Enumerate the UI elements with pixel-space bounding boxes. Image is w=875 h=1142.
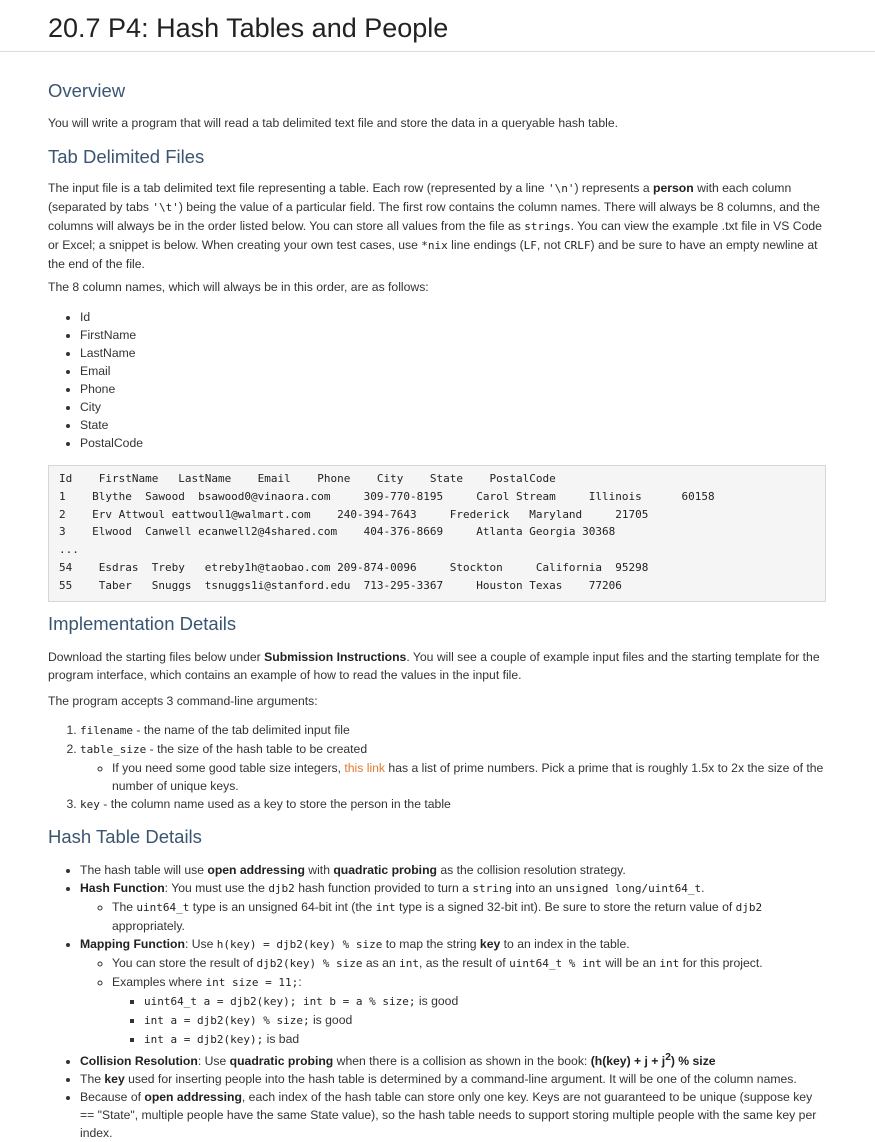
list-item: • Because of open addressing, each index of the hash table can store only one key. Keys are not guaranteed to be unique (suppose key == "State", multiple people have the same State value), so the hash table needs to support storing multiple people with the same key per index. <box>80 1088 827 1142</box>
list-item: • Id <box>80 308 827 326</box>
columns-intro: The 8 column names, which will always be in this order, are as follows: <box>48 280 429 294</box>
list-item: 3. key - the column name used as a key to store the person in the table <box>80 795 827 814</box>
list-item: • Collision Resolution: Use quadratic probing when there is a collision as shown in the book: $(h(key) + j + j^2)$ % size <box>80 1049 827 1070</box>
tab-files-heading: Tab Delimited Files <box>48 146 205 167</box>
overview-heading: Overview <box>48 80 126 101</box>
list-item: ◦ The uint64_t type is an unsigned 64-bit int (the int type is a signed 32-bit int). Be sure to store the return value of djb2 appropriately. <box>112 898 827 935</box>
code-line: 2 Erv Attwoul eattwoul1@walmart.com 240-394-7643 Frederick Maryland 21705 <box>59 507 649 521</box>
hash-table-heading: Hash Table Details <box>48 826 202 847</box>
list-item: • Mapping Function: Use h(key) = djb2(key) % size to map the string key to an index in the table. ◦ You can store the result of djb2(key) % size as an int, as the result of uint64_t % int will be an int for this project. ◦ Examples where int size = 11;: ▪ uint64_t a = djb2(key); int b = a % size; is good ▪ int a = djb2(key) % size; is good ▪ int a = djb2(key); is bad <box>80 935 827 1049</box>
code-line: ... <box>59 543 79 557</box>
code-snippet <box>48 465 826 602</box>
list-item: • FirstName <box>80 326 827 344</box>
list-item: • Phone <box>80 380 827 398</box>
list-item: • Email <box>80 362 827 380</box>
list-item: ◦ If you need some good table size integers, this link has a list of prime numbers. Pick a prime that is roughly 1.5x to 2x the size of the number of unique keys. <box>112 759 827 795</box>
list-item: ◦ Examples where int size = 11;: ▪ uint64_t a = djb2(key); int b = a % size; is good ▪ int a = djb2(key) % size; is good ▪ int a = djb2(key); is bad <box>112 973 827 1049</box>
tab-files-paragraph: The input file is a tab delimited text file representing a table. Each row (represented by a line '\n') represents a person with each column (separated by tabs '\t') being the value of a particular field. The first row contains the column names. There will always be 8 columns, and the columns will always be in the order listed below. You can store all values from the file as strings. You can view the example .txt file in VS Code or Excel; a snippet is below. When creating your own test cases, use *nix line endings (LF, not CRLF) and be sure to have an empty newline at the end of the file. <box>48 181 822 271</box>
example-list <box>112 992 827 1049</box>
list-item: ▪ int a = djb2(key); is bad <box>144 1030 827 1049</box>
argument-list <box>48 721 827 814</box>
implementation-heading: Implementation Details <box>48 613 237 634</box>
list-item: • PostalCode <box>80 434 827 452</box>
code-line: 3 Elwood Canwell ecanwell2@4shared.com 404-376-8669 Atlanta Georgia 30368 <box>59 525 616 539</box>
list-item: • The key used for inserting people into the hash table is determined by a command-line argument. It will be one of the column names. <box>80 1070 827 1088</box>
list-item: • City <box>80 398 827 416</box>
list-item: • The hash table will use open addressing with quadratic probing as the collision resolution strategy. <box>80 861 827 879</box>
list-item: • State <box>80 416 827 434</box>
sub-list <box>80 954 827 1049</box>
code-line: 54 Esdras Treby etreby1h@taobao.com 209-874-0096 Stockton California 95298 <box>59 560 649 574</box>
page-title: 20.7 P4: Hash Tables and People <box>0 0 875 52</box>
list-item: ▪ uint64_t a = djb2(key); int b = a % size; is good <box>144 992 827 1011</box>
hash-details-list <box>48 861 827 1142</box>
sub-list <box>80 898 827 935</box>
code-line: 55 Taber Snuggs tsnuggs1i@stanford.edu 713-295-3367 Houston Texas 77206 <box>59 578 622 592</box>
list-item: 2. table_size - the size of the hash table to be created ◦ If you need some good table size integers, this link has a list of prime numbers. Pick a prime that is roughly 1.5x to 2x the size of the number of unique keys. <box>80 740 827 795</box>
overview-text: You will write a program that will read a tab delimited text file and store the data in a queryable hash table. <box>48 116 618 130</box>
implementation-paragraph: Download the starting files below under Submission Instructions. You will see a couple of example input files and the starting template for the program interface, which contains an example of how to read the values in the input file. <box>48 650 820 682</box>
list-item: • LastName <box>80 344 827 362</box>
list-item: ▪ int a = djb2(key) % size; is good <box>144 1011 827 1030</box>
code-line: Id FirstName LastName Email Phone City State PostalCode <box>59 472 556 485</box>
list-item: ◦ You can store the result of djb2(key) % size as an int, as the result of uint64_t % int will be an int for this project. <box>112 954 827 973</box>
prime-numbers-link[interactable]: this link <box>344 761 386 775</box>
sub-list <box>80 759 827 795</box>
column-list <box>48 308 827 452</box>
arguments-intro: The program accepts 3 command-line arguments: <box>48 694 318 708</box>
list-item: 1. filename - the name of the tab delimited input file <box>80 721 827 740</box>
list-item: • Hash Function: You must use the djb2 hash function provided to turn a string into an unsigned long/uint64_t. ◦ The uint64_t type is an unsigned 64-bit int (the int type is a signed 32-bit int). Be sure to store the return value of djb2 appropriately. <box>80 879 827 935</box>
code-line: 1 Blythe Sawood bsawood0@vinaora.com 309-770-8195 Carol Stream Illinois 60158 <box>59 489 715 503</box>
